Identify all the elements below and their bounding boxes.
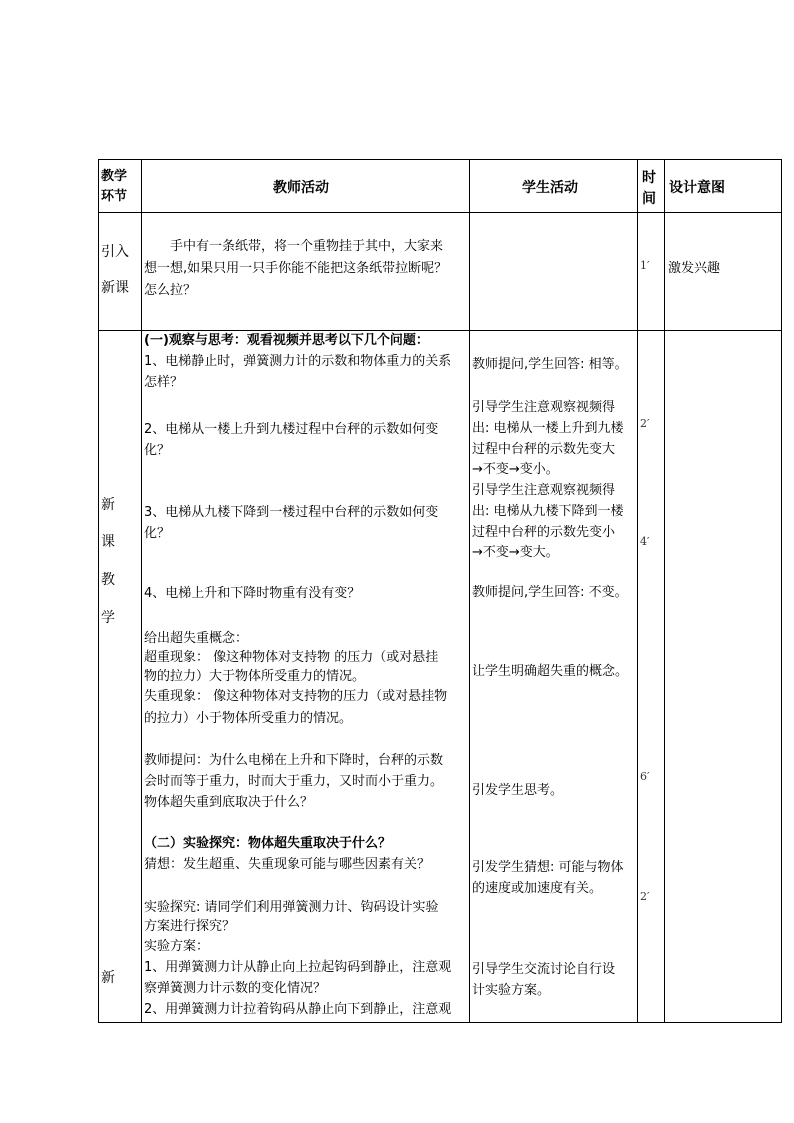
header-time-line1: 时 [642, 170, 656, 186]
time-mark-2: 4′ [640, 535, 650, 548]
student-s8-line1: 引导学生交流讨论自行设 [472, 962, 616, 977]
part2-title: （二）实验探究：物体超失重取决于什么？ [144, 836, 392, 851]
student-s6: 引发学生思考。 [472, 783, 564, 798]
col-border-1 [141, 159, 142, 1023]
concept-line4: 失重现象： 像这种物体对支持物的压力（或对悬挂物 [144, 689, 448, 704]
student-s3-line3: 过程中台秤的示数先变小 [472, 525, 616, 540]
header-stage-line2: 环节 [101, 189, 128, 204]
col-border-left [98, 159, 99, 1023]
table-border-top [98, 159, 782, 160]
student-s5: 让学生明确超失重的概念。 [472, 664, 629, 679]
header-row-border [98, 212, 782, 213]
intro-teacher-line2: 想一想,如果只用一只手你能不能把这条纸带拉断呢？ [144, 261, 448, 276]
plan-line2: 1、用弹簧测力计从静止向上拉起钩码到静止，注意观 [144, 960, 452, 975]
intro-intent: 激发兴趣 [668, 261, 721, 276]
q2-line2: 化？ [144, 443, 171, 458]
col-border-right [781, 159, 782, 1023]
new-lesson-stage-char-cont: 新 [101, 970, 115, 986]
col-border-3 [637, 159, 638, 1023]
header-stage-line1: 教学 [101, 169, 128, 184]
student-s2-line3: 过程中台秤的示数先变大 [472, 442, 616, 457]
student-s4: 教师提问,学生回答: 不变。 [472, 585, 628, 600]
plan-line3: 察弹簧测力计示数的变化情况？ [144, 981, 327, 996]
plan-line1: 实验方案： [144, 939, 210, 954]
time-mark-4: 2′ [640, 890, 650, 903]
concept-line5: 的拉力）小于物体所受重力的情况。 [144, 711, 353, 726]
intro-teacher-line3: 怎么拉？ [144, 283, 197, 298]
q1-line1: 1、电梯静止时，弹簧测力计的示数和物体重力的关系 [144, 354, 452, 369]
guess-text: 猜想：发生超重、失重现象可能与哪些因素有关？ [144, 857, 431, 872]
q4: 4、电梯上升和下降时物重有没有变？ [144, 586, 361, 601]
header-student-activity: 学生活动 [522, 180, 578, 196]
new-lesson-stage-char-4: 学 [101, 610, 115, 626]
q2-line1: 2、电梯从一楼上升到九楼过程中台秤的示数如何变 [144, 422, 439, 437]
part1-title: (一)观察与思考：观看视频并思考以下几个问题： [144, 333, 429, 348]
intro-stage-line1: 引入 [101, 244, 129, 260]
student-s2-line1: 引导学生注意观察视频得 [472, 400, 616, 415]
intro-time: 1′ [640, 259, 650, 272]
time-mark-1: 2′ [640, 417, 650, 430]
new-lesson-stage-char-3: 教 [101, 572, 115, 588]
question-line3: 物体超失重到底取决于什么？ [144, 795, 314, 810]
student-s3-line1: 引导学生注意观察视频得 [472, 483, 616, 498]
student-s7-line1: 引发学生猜想: 可能与物体 [472, 860, 624, 875]
header-time-line2: 间 [642, 191, 656, 207]
plan-line4: 2、用弹簧测力计拉着钩码从静止向下到静止，注意观 [144, 1002, 452, 1017]
concept-line3: 物的拉力）大于物体所受重力的情况。 [144, 669, 366, 684]
student-s2-line2: 出: 电梯从一楼上升到九楼 [472, 421, 624, 436]
new-lesson-stage-char-1: 新 [101, 497, 115, 513]
lesson-plan-table [98, 159, 782, 1023]
concept-line1: 给出超失重概念： [144, 631, 249, 646]
time-mark-3: 6′ [640, 770, 650, 783]
intro-teacher-line1: 手中有一条纸带，将一个重物挂于其中，大家来 [170, 239, 444, 254]
header-teacher-activity: 教师活动 [273, 180, 329, 196]
question-line1: 教师提问：为什么电梯在上升和下降时，台秤的示数 [144, 753, 444, 768]
q3-line2: 化？ [144, 526, 171, 541]
col-border-2 [469, 159, 470, 1023]
intro-stage-line2: 新课 [101, 280, 129, 296]
q1-line2: 怎样？ [144, 375, 184, 390]
table-border-bottom [98, 1022, 782, 1023]
student-s8-line2: 计实验方案。 [472, 983, 551, 998]
explore-line2: 方案进行探究？ [144, 919, 236, 934]
student-s3-line2: 出: 电梯从九楼下降到一楼 [472, 504, 624, 519]
student-s3-line4: →不变→变大。 [472, 545, 559, 560]
header-design-intent: 设计意图 [669, 180, 725, 196]
col-border-4 [664, 159, 665, 1023]
student-s2-line4: →不变→变小。 [472, 462, 559, 477]
question-line2: 会时而等于重力，时而大于重力，又时而小于重力。 [144, 774, 444, 789]
explore-line1: 实验探究: 请同学们利用弹簧测力计、钩码设计实验 [144, 900, 439, 915]
student-s1: 教师提问,学生回答: 相等。 [472, 357, 628, 372]
student-s7-line2: 的速度或加速度有关。 [472, 881, 603, 896]
new-lesson-stage-char-2: 课 [101, 534, 115, 550]
concept-line2: 超重现象： 像这种物体对支持物 的压力（或对悬挂 [144, 650, 439, 665]
q3-line1: 3、电梯从九楼下降到一楼过程中台秤的示数如何变 [144, 505, 439, 520]
